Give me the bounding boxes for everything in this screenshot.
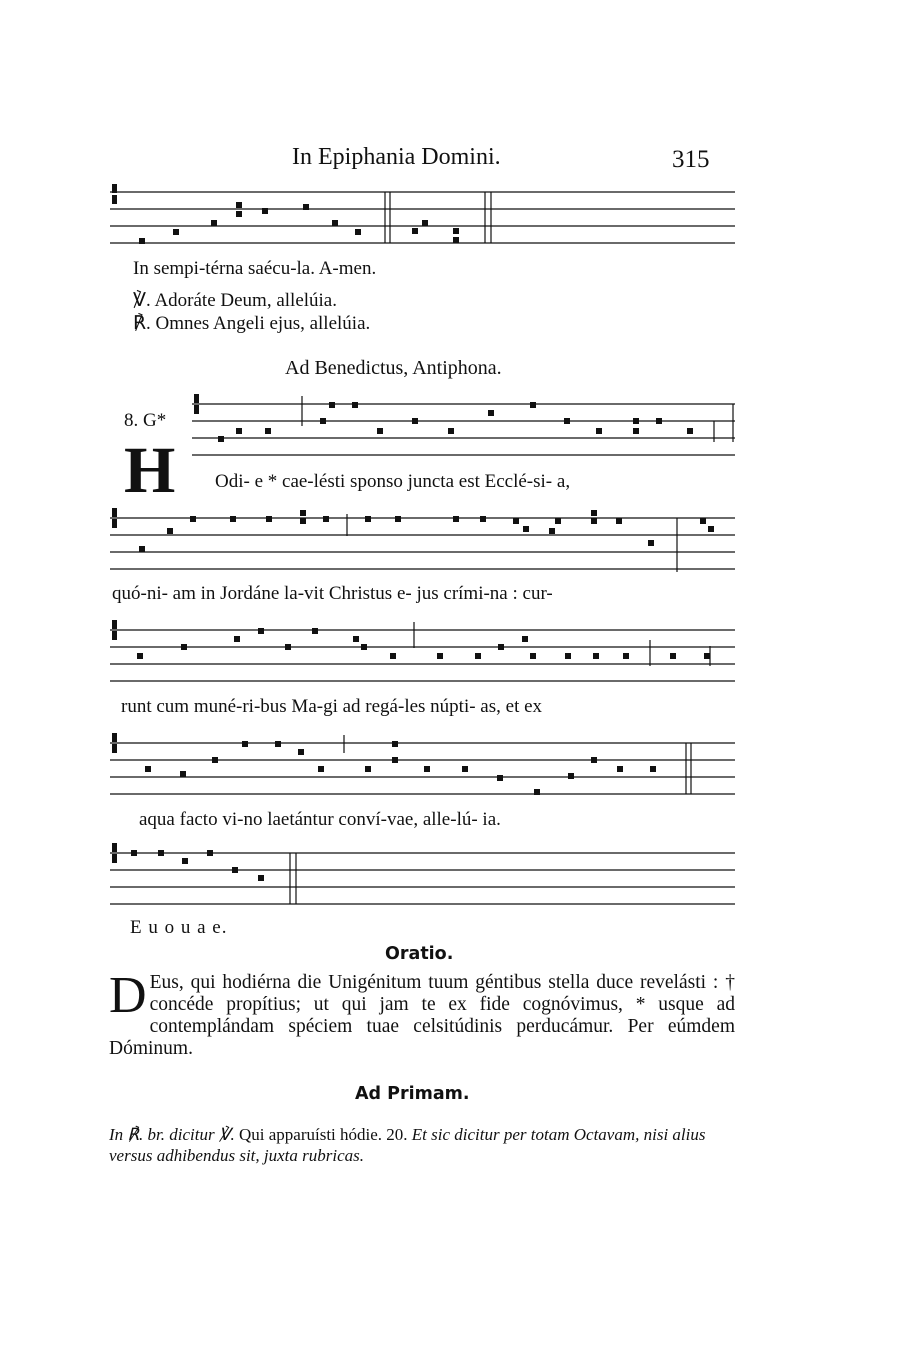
chant-staff-5	[110, 845, 735, 905]
page-number: 315	[672, 146, 710, 173]
lyrics-line-2: quó-ni- am in Jordáne la-vit Christus e- jus crími-na : cur-	[112, 583, 553, 604]
initial-letter: H	[124, 434, 176, 507]
mode-indicator: 8. G*	[124, 410, 167, 431]
chant-staff-2	[110, 510, 735, 570]
chant-staff-4	[110, 735, 735, 795]
drop-cap: D	[109, 967, 147, 1024]
versicle-text: ℣. Adoráte Deum, allelúia.	[133, 290, 337, 311]
lyrics-line-3: runt cum muné-ri-bus Ma-gi ad regá-les núpti- as, et ex	[121, 696, 543, 717]
chant-staff-3	[110, 622, 735, 682]
ad-primam-title: Ad Primam.	[355, 1084, 470, 1104]
rubric-italic-2: Et sic dicitur per totam Octavam, nisi alius versus adhibendus sit, juxta rubricas.	[109, 1125, 706, 1165]
lyrics-line-1: Odi- e * cae-lésti sponso juncta est Ecclé-si- a,	[215, 471, 571, 492]
oratio-paragraph	[109, 967, 735, 1060]
rubric-text: Qui apparuísti hódie. 20.	[234, 1125, 412, 1144]
chant-staff-1	[192, 400, 735, 460]
staff-notation	[110, 735, 735, 795]
antiphon-title: Ad Benedictus, Antiphona.	[285, 357, 502, 379]
running-title: In Epiphania Domini.	[292, 144, 501, 170]
oratio-text: Eus, qui hodiérna die Unigénitum tuum géntibus stella duce revelásti : † concéde propítius; ut qui jam te ex fide cognóvimus, * usque ad contemplándam spéciem tuae celsitúdinis perducámur. Per eúmdem Dóminum.	[109, 972, 735, 1059]
response-text: ℟. Omnes Angeli ejus, allelúia.	[133, 313, 371, 334]
staff-notation	[192, 400, 735, 460]
euouae-text: E u o u a e.	[130, 917, 228, 938]
lyrics-line-0: In sempi-térna saécu-la. A-men.	[133, 258, 377, 279]
lyrics-line-4: aqua facto vi-no laetántur conví-vae, alle-lú- ia.	[139, 809, 501, 830]
chant-staff-0	[110, 190, 735, 250]
rubric-italic-1: In ℟. br. dicitur ℣.	[109, 1125, 235, 1144]
staff-notation	[110, 510, 735, 570]
staff-notation	[110, 190, 735, 250]
ad-primam-rubric	[109, 1124, 735, 1166]
staff-notation	[110, 845, 735, 905]
staff-notation	[110, 622, 735, 682]
oratio-title: Oratio.	[385, 944, 454, 964]
